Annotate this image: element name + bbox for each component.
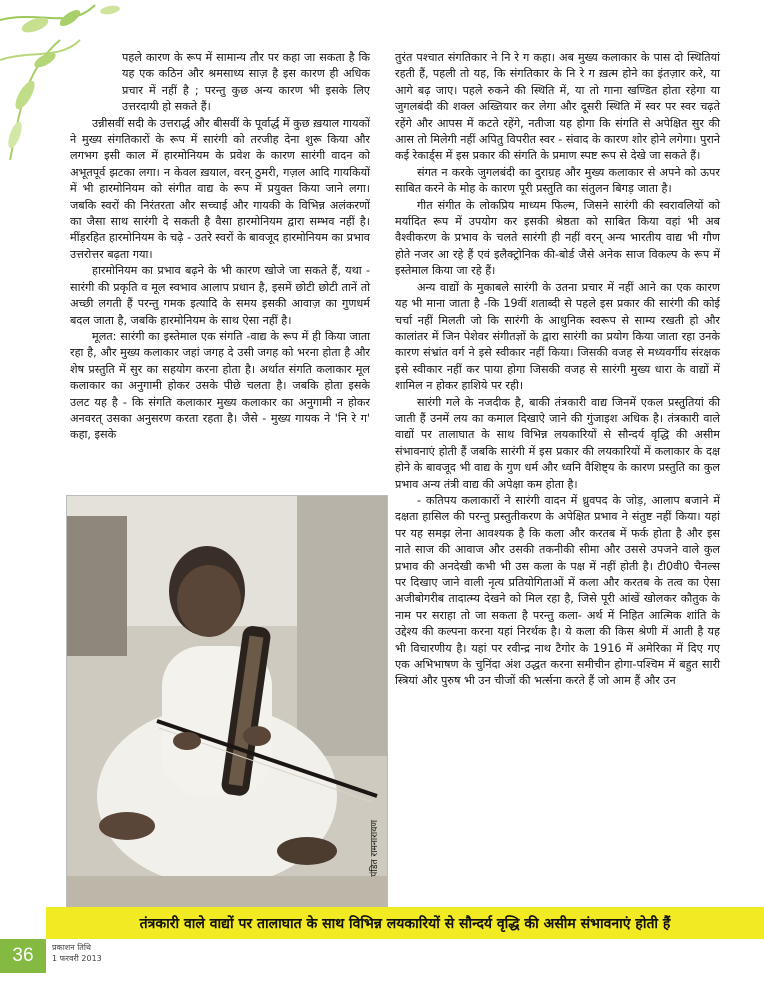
- musician-with-sarangi-icon: [67, 496, 387, 908]
- paragraph: सारंगी गले के नजदीक है, बाकी तंत्रकारी वाद्य जिनमें एकल प्रस्तुतियां की जाती हैं उनमें लय का कमाल दिखाऐ जाने की गुंजाइश अधिक है। तंत्रकारी वाले वाद्यों पर तालाघात के साथ विभिन्न लयकारियों से सौन्दर्य वृद्धि की असीम संभावनाएं होती हैं जबकि सारंगी में इस प्रकार की लयकारियों में कलाकार के दक्ष होने के बावजूद भी वाद्य के गुण धर्म और ध्वनि वैशिष्ट्य के कारण प्रस्तुति का कुल प्रभाव अन्य तंत्री वाद्य की अपेक्षा कम होता है।: [395, 395, 720, 491]
- issue-date: 1 फरवरी 2013: [52, 954, 102, 963]
- magazine-name: प्रकाशन तिथि: [52, 943, 92, 952]
- paragraph: उन्नीसवीं सदी के उत्तरार्द्ध और बीसवीं के पूर्वार्द्ध में कुछ ख़याल गायकों ने मुख्य संगतिकारों के रूप में सारंगी को तरजीह देना शुरू किया और लगभग इसी काल में हारमोनियम के प्रवेश के कारण सारंगी वादन को अभूतपूर्व झटका लगा। न केवल ख़याल, वरन् ठुमरी, गज़ल आदि गायकियों में भी हारमोनियम को संगीत वाद्य के रूप में प्रयुक्त किया जाने लगा। जबकि स्वरों की निरंतरता और सच्चाई और गायकी के विभिन्न अलंकरणों का जैसा साथ सारंगी दे सकती है वैसा हारमोनियम द्वारा सम्भव नहीं है। मींड़रहित हारमोनियम के चढ़े - उतरे स्वरों के बावजूद हारमोनियम का प्रभाव उत्तरोत्तर बढ़ता गया।: [70, 116, 370, 261]
- footer-info: [52, 942, 102, 964]
- paragraph: हारमोनियम का प्रभाव बढ़ने के भी कारण खोजे जा सकते हैं, यथा - सारंगी की प्रकृति व मूल स्वभाव आलाप प्रधान है, इसमें छोटी छोटी तानें तो अच्छी लगती हैं परन्तु गमक इत्यादि के समय इसकी आवाज़ का गुणधर्म बदल जाता है, जबकि हारमोनियम के साथ ऐसा नहीं है।: [70, 264, 370, 327]
- paragraph: - कतिपय कलाकारों ने सारंगी वादन में ध्रुवपद के जोड़, आलाप बजाने में दक्षता हासिल की परन्तु प्रस्तुतीकरण के अपेक्षित प्रभाव ने संतुष्ट नहीं किया। यहां पर यह समझ लेना आवश्यक है कि कला और करतब में फर्क होता है और इस नाते साज की आवाज और उसकी तकनीकी सीमा और उससे उपजने वाले कुल प्रभाव की अनदेखी कभी भी उस कला के पक्ष में नहीं होती है। टी0वी0 चैनल्स पर दिखाए जाने वाली नृत्य प्रतियोगिताओं में कला और करतब के तत्व का ऐसा अजीबोगरीब तादात्म्य देखने को मिल रहा है, जिसे पूरी आंखें खोलकर कौतुक के नाम पर सराहा तो जा सकता है परन्तु कला- अर्थ में निहित आत्मिक शांति के उद्देश्य की कल्पना करना यहां निरर्थक है। ये कला की किस श्रेणी में आती है यह भी विचारणीय है। यहां पर रवीन्द्र नाथ टैगोर के 1916 में अमेरिका में दिए गए एक अभिभाषण के चुनिंदा अंश उद्धत करना समीचीन होगा-पश्चिम में बहुत सारी स्त्रियां और पुरुष भी उन चीजों की भर्त्सना करते हैं जो आम हैं और उन: [395, 493, 720, 688]
- pullquote-text: तंत्रकारी वाले वाद्यों पर तालाघात के साथ विभिन्न लयकारियों से सौन्दर्य वृद्धि की असीम संभावनाएं होती हैं: [139, 915, 671, 932]
- paragraph: तुरंत पश्चात संगतिकार ने नि रे ग कहा। अब मुख्य कलाकार के पास दो स्थितियां रहती हैं, पहली तो यह, कि संगतिकार के नि रे ग ख़त्म होने का इंतज़ार करे, या आगे बढ़ जाए। पहले रुकने की स्थिति में, या तो गाना खण्डित होता रहेगा या जुगलबंदी की शक्ल अख्तियार कर लेगा और दूसरी स्थिति में स्वर पर स्वर चढ़ते रहेंगे और आपस में कटते रहेंगे, नतीजा यह होगा कि संगति से अपेक्षित सुर की आस तो मिलेगी नहीं अपितु विपरीत स्वर - संवाद के कारण शोर होने लगेगा। पुराने कई रेकार्ड्स में इस प्रकार की संगति के प्रमाण स्पष्ट रूप से देखे जा सकते हैं।: [395, 51, 721, 163]
- paragraph: पहले कारण के रूप में सामान्य तौर पर कहा जा सकता है कि यह एक कठिन और श्रमसाध्य साज़ है इस कारण ही अधिक प्रचार में नहीं है ; परन्तु कुछ अन्य कारण भी इसके लिए उत्तरदायी हो सकते हैं।: [122, 51, 370, 114]
- right-column: [395, 50, 720, 690]
- musician-photo: [66, 495, 388, 909]
- pullquote-banner: [46, 907, 764, 939]
- paragraph: गीत संगीत के लोकप्रिय माध्यम फिल्म, जिसने सारंगी की स्वरावलियों को मर्यादित रूप में उपयोग कर इसकी श्रेष्ठता को साबित किया वहां भी अब वैश्वीकरण के प्रभाव के चलते सारंगी ही नहीं वरन् अन्य भारतीय वाद्य भी गौण होते नजर आ रहे हैं एवं इलैक्ट्रोनिक की-बोर्ड जैसे अनेक साज विकल्प के रूप में इस्तेमाल किया जा रहे हैं।: [395, 198, 720, 278]
- page-number: 36: [12, 945, 34, 966]
- photo-caption: पंडित रामनारायण: [370, 820, 380, 877]
- page-number-badge: [0, 939, 46, 973]
- left-column: [70, 50, 370, 444]
- paragraph: संगत न करके जुगलबंदी का दुराग्रह और मुख्य कलाकार से अपने को ऊपर साबित करने के मोह के कारण पूरी प्रस्तुति का संतुलन बिगड़ जाता है।: [395, 165, 720, 196]
- paragraph: मूलत: सारंगी का इस्तेमाल एक संगति -वाद्य के रूप में ही किया जाता रहा है, और मुख्य कलाकार जहां जगह दे उसी जगह को भरना होता है और शेष प्रस्तुति में सुर का सहयोग करना होता है। अर्थात संगति कलाकार मूल कलाकार का अनुगामी होकर उसके पीछे चलता है। जबकि होता इसके उलट यह है - कि संगति कलाकार मुख्य कलाकार का अनुगामी न होकर अनवरत् उसका अनुसरण करता रहता है। जैसे - मुख्य गायक ने 'नि रे ग' कहा, इसके: [70, 329, 370, 442]
- paragraph: अन्य वाद्यों के मुकाबले सारंगी के उतना प्रचार में नहीं आने का एक कारण यह भी माना जाता है -कि 19वीं शताब्दी से पहले इस प्रकार की सारंगी की कोई चर्चा नहीं मिलती जो कि सारंगी के आधुनिक स्वरूप से साम्य रखती हो और कालांतर में जिन पेशेवर संगीतज्ञों के द्वारा सारंगी का प्रयोग किया जाता रहा उनके कारण संभ्रांत वर्ग ने इसे स्वीकार नहीं किया। जिसकी वजह से मध्यवर्गीय संरक्षक इसे स्वीकार नहीं कर पाया होगा जिसकी वजह से सारंगी मुख्य धारा के वाद्यों में शामिल न होकर हाशिये पर रही।: [395, 280, 720, 393]
